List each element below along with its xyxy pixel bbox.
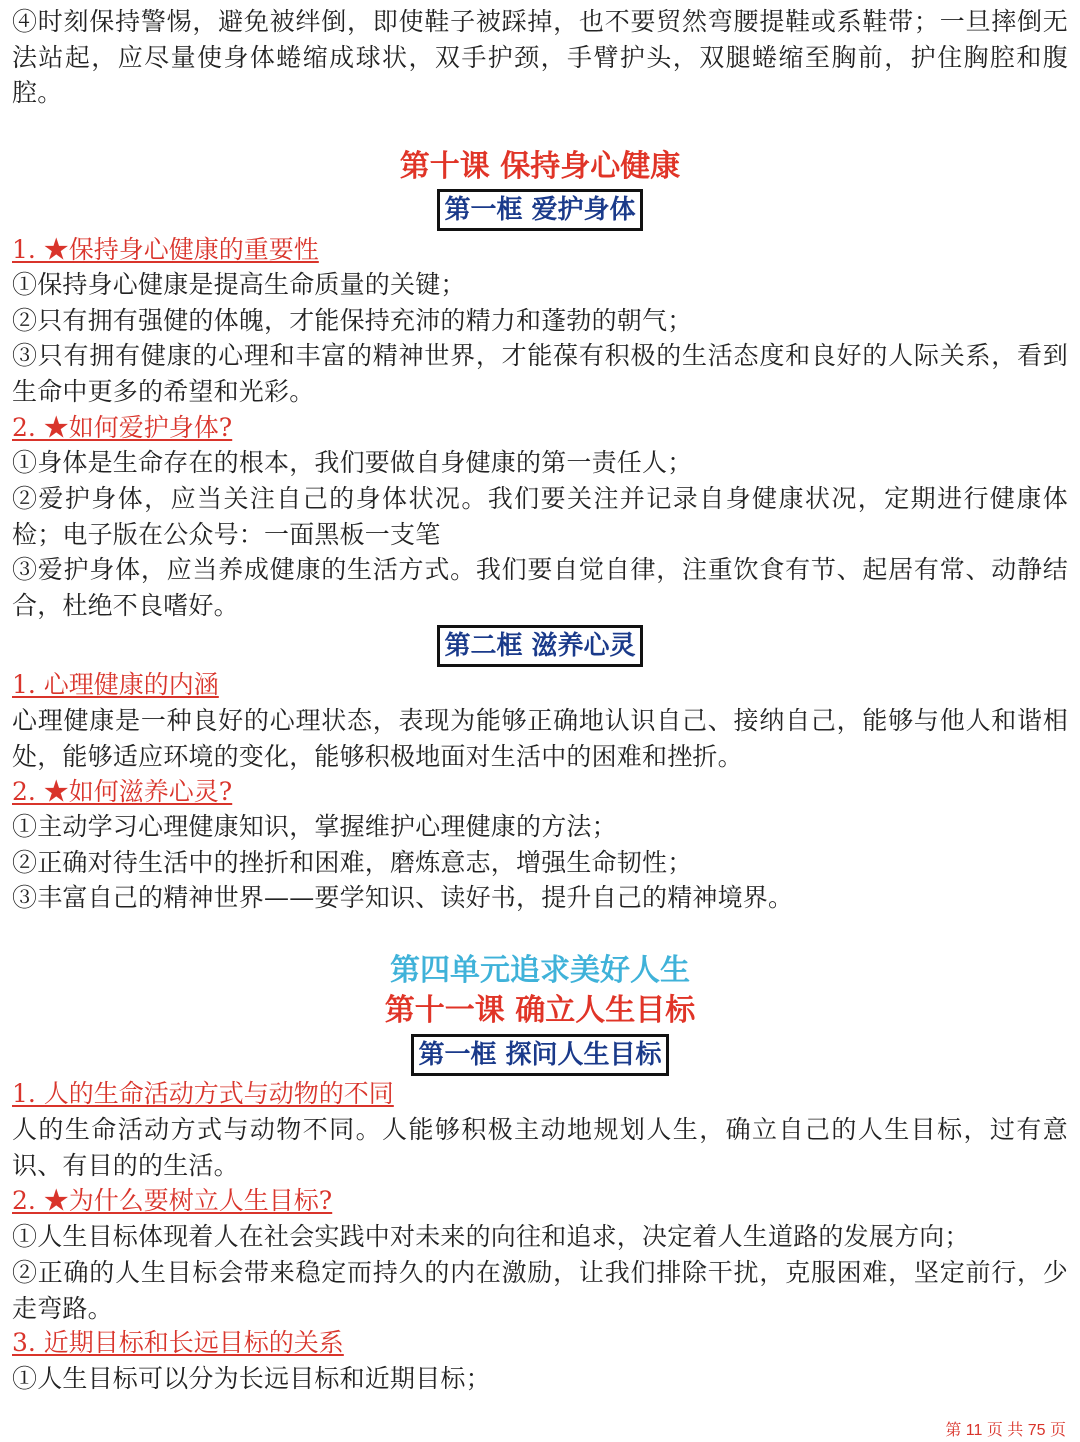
paragraph: ②只有拥有强健的体魄，才能保持充沛的精力和蓬勃的朝气； <box>12 306 693 335</box>
lesson-10-title: 第十课 保持身心健康 <box>399 149 681 184</box>
paragraph: ①人生目标体现着人在社会实践中对未来的向往和追求，决定着人生道路的发展方向； <box>12 1222 970 1251</box>
paragraph: ①保持身心健康是提高生命质量的关键； <box>12 270 466 299</box>
paragraph: ③只有拥有健康的心理和丰富的精神世界，才能葆有积极的生活态度和良好的人际关系，看到生命中更多的希望和光彩。 <box>12 341 1068 406</box>
lesson-11-frame-1-title: 第一框 探问人生目标 <box>411 1034 668 1076</box>
paragraph: ②正确对待生活中的挫折和困难，磨炼意志，增强生命韧性； <box>12 848 693 877</box>
paragraph: ②爱护身体，应当关注自己的身体状况。我们要关注并记录自身健康状况，定期进行健康体检；电子版在公众号：一面黑板一支笔 <box>12 484 1068 549</box>
section-heading: 3. 近期目标和长远目标的关系 <box>12 1328 344 1357</box>
paragraph: ①人生目标可以分为长远目标和近期目标； <box>12 1364 491 1393</box>
paragraph: 心理健康是一种良好的心理状态，表现为能够正确地认识自己、接纳自己，能够与他人和谐相处，能够适应环境的变化，能够积极地面对生活中的困难和挫折。 <box>12 706 1068 771</box>
paragraph: ②正确的人生目标会带来稳定而持久的内在激励，让我们排除干扰，克服困难，坚定前行，少走弯路。 <box>12 1258 1068 1323</box>
lesson-10-frame-1-title: 第一框 爱护身体 <box>437 189 642 231</box>
unit-4-title: 第四单元追求美好人生 <box>390 953 690 988</box>
lesson-11-title: 第十一课 确立人生目标 <box>384 993 696 1028</box>
paragraph: 人的生命活动方式与动物不同。人能够积极主动地规划人生，确立自己的人生目标，过有意识、有目的的生活。 <box>12 1115 1068 1180</box>
page-number-footer: 第 11 页 共 75 页 <box>945 1422 1066 1439</box>
section-heading: 2. ★为什么要树立人生目标? <box>12 1186 333 1215</box>
section-heading: 2. ★如何滋养心灵? <box>12 777 233 806</box>
section-heading: 2. ★如何爱护身体? <box>12 413 233 442</box>
lesson-10-frame-2-title: 第二框 滋养心灵 <box>437 625 642 667</box>
paragraph: ①身体是生命存在的根本，我们要做自身健康的第一责任人； <box>12 448 693 477</box>
frame-title-wrap <box>0 625 1080 667</box>
frame-title-wrap <box>0 189 1080 231</box>
section-heading: 1. 心理健康的内涵 <box>12 670 219 699</box>
intro-paragraph: ④时刻保持警惕，避免被绊倒，即使鞋子被踩掉，也不要贸然弯腰提鞋或系鞋带；一旦摔倒无法站起，应尽量使身体蜷缩成球状，双手护颈，手臂护头，双腿蜷缩至胸前，护住胸腔和腹腔。 <box>12 7 1068 107</box>
section-heading: 1. ★保持身心健康的重要性 <box>12 235 319 264</box>
paragraph: ①主动学习心理健康知识，掌握维护心理健康的方法； <box>12 812 617 841</box>
paragraph: ③丰富自己的精神世界——要学知识、读好书，提升自己的精神境界。 <box>12 883 794 912</box>
section-heading: 1. 人的生命活动方式与动物的不同 <box>12 1079 394 1108</box>
frame-title-wrap <box>0 1034 1080 1076</box>
paragraph: ③爱护身体，应当养成健康的生活方式。我们要自觉自律，注重饮食有节、起居有常、动静结合，杜绝不良嗜好。 <box>12 555 1068 620</box>
